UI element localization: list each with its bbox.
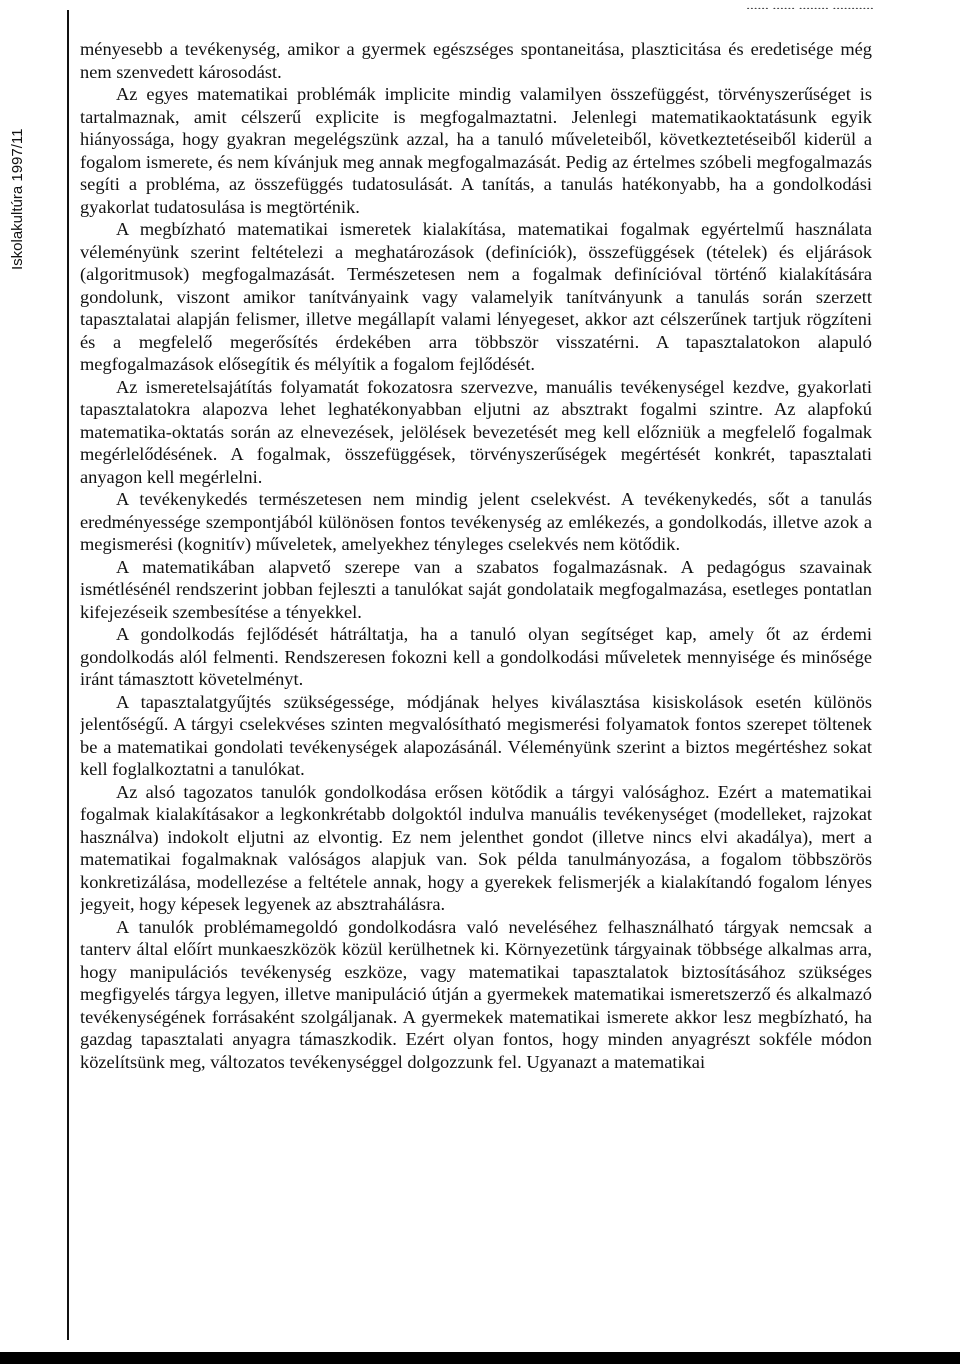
margin-rule xyxy=(67,10,69,1340)
paragraph-10: A tanulók problémamegoldó gondolkodásra való neveléséhez felhasználható tárgyak nemcsak a tanterv által előírt munkaeszközök közül kerülhetnek ki. Környezetünk tárgyainak többsége alkalmas arra, hogy manipulációs tevékenység eszköze, vagy matematikai tapasztalatok biztosításához szükséges megfigyelés tárgya legyen, illetve manipuláció útján a gyermekek matematikai ismeretszerző és alkalmazó tevékenységének forrásaként szolgáljanak. A gyermekek matematikai ismerete akkor lesz megbízható, ha gazdag tapasztalati anyagra támaszkodik. Ezért olyan fontos, hogy minden anyagrészt sokféle módon közelítsünk meg, változatos tevékenységgel dolgozzunk fel. Ugyanazt a matematikai xyxy=(80,916,872,1072)
article-body xyxy=(80,38,872,1338)
page-bottom-border xyxy=(0,1352,960,1364)
paragraph-4: Az ismeretelsajátítás folyamatát fokozatosra szervezve, manuális tevékenységel kezdve, gyakorlati tapasztalatokra alapozva lehet leghatékonyabban eljutni az absztrakt fogalmi szintre. Az alapfokú matematika-oktatás során az elnevezések, jelölések bevezetését meg kell előzniük a megfelelő fogalmak megérlelődésének. A fogalmak, összefüggések, törvényszerűségek megértését konkrét, tapasztalati anyagon kell megérlelni. xyxy=(80,376,872,487)
paragraph-3: A megbízható matematikai ismeretek kialakítása, matematikai fogalmak egyértelmű használata véleményünk szerint feltételezi a meghatározások (definíciók), összefüggések (tételek) és eljárások (algoritmusok) megfogalmazását. Természetesen nem a fogalmak definícióval történő kialakítására gondolunk, viszont amikor tanítványaink vagy valamelyik tanítványunk a tanulás során szerzett tapasztalatai alapján felismer, illetve megállapít valami lényegeset, akkor azt célszerűnek tartjuk rögzíteni és a megfelelő megerősítés érdekében arra többször visszatérni. A tapasztalatokon alapuló megfogalmazások elősegítik és mélyítik a fogalom fejlődését. xyxy=(80,219,872,374)
paragraph-6: A matematikában alapvető szerepe van a szabatos fogalmazásnak. A pedagógus szavainak ismétlésénél rendszerint jobban fejleszti a tanulókat saját gondolataik megfogalmazása, esetleges pontatlan kifejezéseik szembesítése a tényekkel. xyxy=(80,556,872,622)
running-header: ...... ...... ........ ........... xyxy=(746,2,874,11)
paragraph-8: A tapasztalatgyűjtés szükségessége, módjának helyes kiválasztása kisiskolások esetén különös jelentőségű. A tárgyi cselekvéses szinten megvalósítható megismerési folyamatok fontos szerepet töltenek be a matematikai gondolati tevékenységek alapozásánál. Véleményünk szerint a biztos megértéshez sokat kell foglalkoztatni a tanulókat. xyxy=(80,691,872,779)
journal-side-label: Iskolakultúra 1997/11 xyxy=(9,128,26,270)
paragraph-1: ményesebb a tevékenység, amikor a gyermek egészséges spontaneitása, plaszticitása és eredetisége még nem szenvedett károsodást. xyxy=(80,39,872,82)
paragraph-2: Az egyes matematikai problémák implicite mindig valamilyen összefüggést, törvényszerűséget is tartalmaznak, amit célszerű explicite is megfogalmaztatni. Jelenlegi matematikaoktatásunk egyik hiányossága, hogy gyakran megelégszünk azzal, ha a tanuló műveleteiből, következtetéseiből kiderül a fogalom ismerete, és nem kívánjuk meg annak megfogalmazását. Pedig az értelmes szóbeli megfogalmazás segíti a probléma, az összefüggés tudatosulását. A tanítás, a tanulás hatékonyabb, ha a gondolkodási gyakorlat tudatosulása is megtörténik. xyxy=(80,84,872,217)
paragraph-7: A gondolkodás fejlődését hátráltatja, ha a tanuló olyan segítséget kap, amely őt az érdemi gondolkodás alól felmenti. Rendszeresen fokozni kell a gondolkodási műveletek mennyisége és minősége iránt támasztott követelményt. xyxy=(80,624,872,689)
paragraph-5: A tevékenykedés természetesen nem mindig jelent cselekvést. A tevékenykedés, sőt a tanulás eredményessége szempontjából különösen fontos tevékenység az emlékezés, a gondolkodás, illetve azok a megismerési (kognitív) műveletek, amelyekhez tényleges cselekvés nem kötődik. xyxy=(80,489,872,554)
paragraph-9: Az alsó tagozatos tanulók gondolkodása erősen kötődik a tárgyi valósághoz. Ezért a matematikai fogalmak kialakításakor a legkonkrétabb dolgoktól indulva manuális tevékenységet (modelleket, rajzokat használva) indokolt eljutni az elvontig. Ez nem jelenthet gondot (illetve nincs elvi akadálya), mert a matematikai fogalmaknak valóságos alapjuk van. Sok példa tanulmányozása, a fogalom többszörös konkretizálása, modellezése a feltétele annak, hogy a gyerekek felismerjék a kialakítandó fogalom lényes jegyeit, hogy képesek legyenek az absztrahálásra. xyxy=(80,781,872,914)
